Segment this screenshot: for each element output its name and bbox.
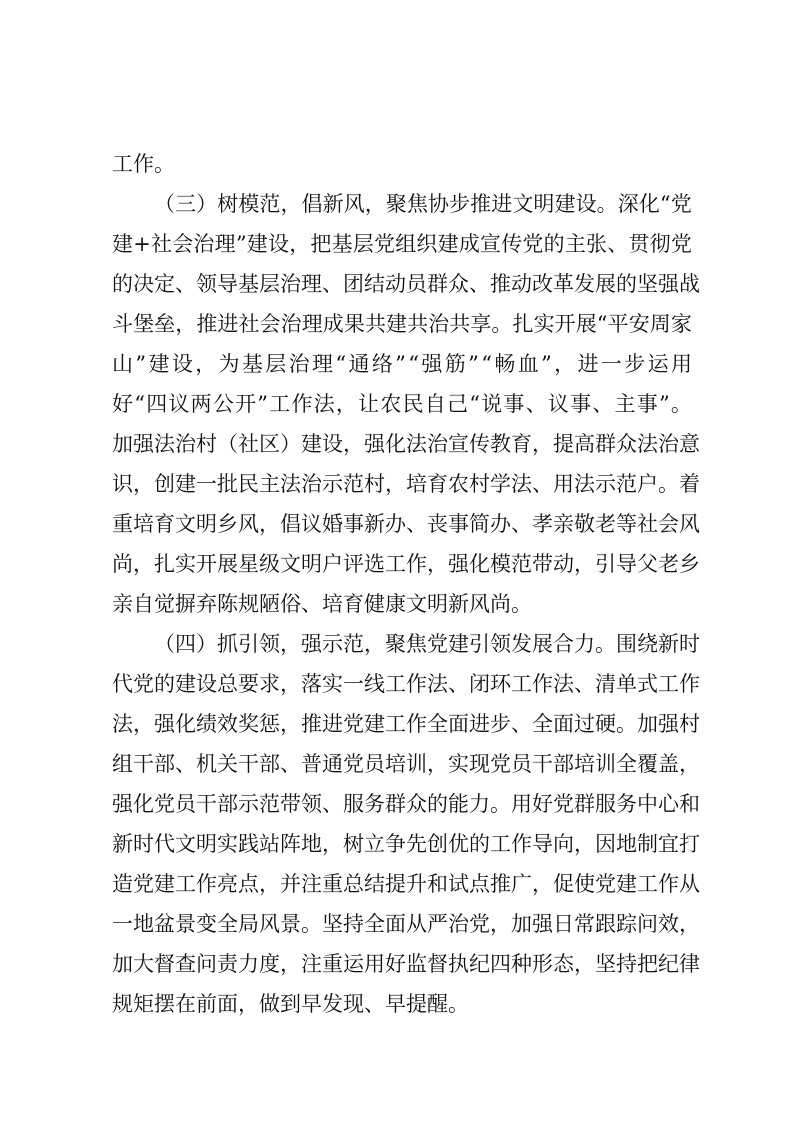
- text-line: 规矩摆在前面，做到早发现、早提醒。: [112, 992, 469, 1016]
- section-4-heading-line: （ 四 ） 抓 引 领 ， 强 示 范 ， 聚 焦 党 建 引 领 发 展 合 力 。 围 绕 新 时: [154, 632, 700, 656]
- section-3-heading-line: （ 三 ） 树 模 范 ， 倡 新 风 ， 聚 焦 协 步 推 进 文 明 建 设 。 深 化 “ 党: [154, 192, 692, 216]
- text-line: 重 培 育 文 明 乡 风 ， 倡 议 婚 事 新 办 、 丧 事 简 办 、 孝 亲 敬 老 等 社 会 风: [112, 512, 700, 536]
- text-line: 造 党 建 工 作 亮 点 ， 并 注 重 总 结 提 升 和 试 点 推 广 ， 促 使 党 建 工 作 从: [112, 872, 700, 896]
- text-line: 的 决 定 、 领 导 基 层 治 理 、 团 结 动 员 群 众 、 推 动 改 革 发 展 的 坚 强 战: [112, 272, 700, 296]
- text-line: 加 强 法 治 村 （ 社 区 ） 建 设 ， 强 化 法 治 宣 传 教 育 ， 提 高 群 众 法 治 意: [112, 432, 700, 456]
- text-line: 法 ， 强 化 绩 效 奖 惩 ， 推 进 党 建 工 作 全 面 进 步 、 全 面 过 硬 。 加 强 村: [112, 712, 700, 736]
- text-line: 新 时 代 文 明 实 践 站 阵 地 ， 树 立 争 先 创 优 的 工 作 导 向 ， 因 地 制 宜 打: [112, 832, 700, 856]
- text-line: 识 ， 创 建 一 批 民 主 法 治 示 范 村 ， 培 育 农 村 学 法 、 用 法 示 范 户 。 着: [112, 472, 700, 496]
- text-line: 尚 ， 扎 实 开 展 星 级 文 明 户 评 选 工 作 ， 强 化 模 范 带 动 ， 引 导 父 老 乡: [112, 552, 700, 576]
- text-line: 一 地 盆 景 变 全 局 风 景 。 坚 持 全 面 从 严 治 党 ， 加 强 日 常 跟 踪 问 效 ，: [112, 912, 700, 936]
- text-line: 山 ” 建 设 ， 为 基 层 治 理 “ 通 络 ” “ 强 筋 ” “ 畅 血 ” ， 进 一 步 运 用: [112, 352, 692, 376]
- text-line: 代 党 的 建 设 总 要 求 ， 落 实 一 线 工 作 法 、 闭 环 工 作 法 、 清 单 式 工 作: [112, 672, 700, 696]
- text-line: 强 化 党 员 干 部 示 范 带 领 、 服 务 群 众 的 能 力 。 用 好 党 群 服 务 中 心 和: [112, 792, 700, 816]
- text-line: 好 “ 四 议 两 公 开 ” 工 作 法 ， 让 农 民 自 己 “ 说 事 、 议 事 、 主 事 ” 。: [112, 392, 692, 416]
- text-line: 工作。: [112, 152, 175, 176]
- text-line: 加 大 督 查 问 责 力 度 ， 注 重 运 用 好 监 督 执 纪 四 种 形 态 ， 坚 持 把 纪 律: [112, 952, 700, 976]
- text-line: 组 干 部 、 机 关 干 部 、 普 通 党 员 培 训 ， 实 现 党 员 干 部 培 训 全 覆 盖 ，: [112, 752, 700, 776]
- text-line: 斗 堡 垒 ， 推 进 社 会 治 理 成 果 共 建 共 治 共 享 。 扎 实 开 展 “ 平 安 周 家: [112, 312, 692, 336]
- text-line: 亲自觉摒弃陈规陋俗、培育健康文明新风尚。: [112, 592, 532, 616]
- text-line: 建 + 社 会 治 理 ” 建 设 ， 把 基 层 党 组 织 建 成 宣 传 党 的 主 张 、 贯 彻 党: [112, 232, 692, 256]
